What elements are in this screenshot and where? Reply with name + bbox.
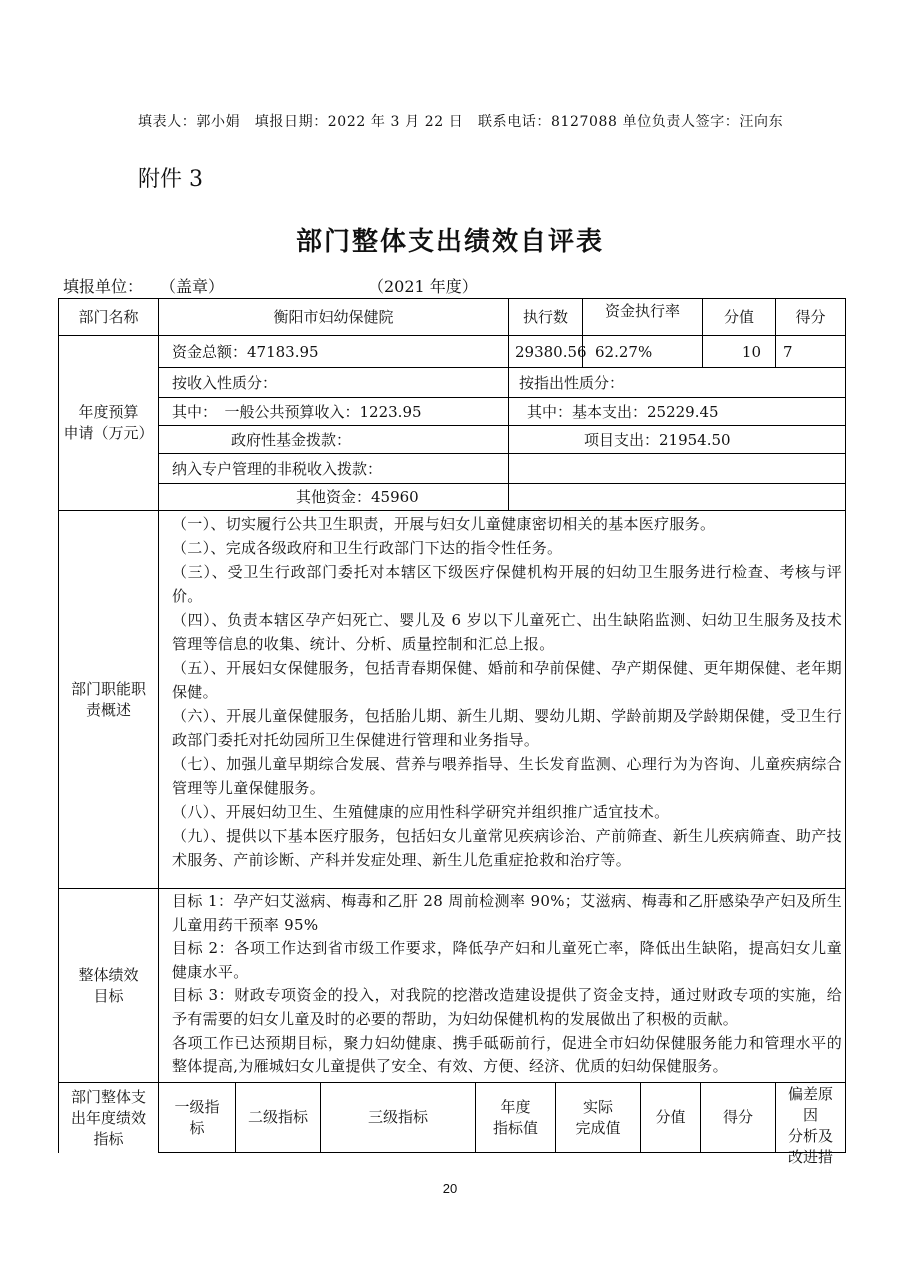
execution-rate-label: 资金执行率 — [582, 298, 703, 336]
dept-name-value: 衡阳市妇幼保健院 — [158, 298, 509, 336]
budget-label-line: 年度预算 — [78, 403, 139, 421]
nontax-income: 纳入专户管理的非税收入拨款： — [158, 453, 509, 484]
indicators-label-line: 出年度绩效 — [70, 1108, 146, 1127]
got-score-label: 得分 — [775, 298, 846, 336]
goal-item: 目标 2：各项工作达到省市级工作要求，降低孕产妇和儿童死亡率，降低出生缺陷，提高妇女儿童健康水平。 — [172, 939, 842, 981]
duties-label-line: 部门职能职 — [70, 679, 146, 698]
header-line: 完成值 — [575, 1118, 621, 1137]
executed-value: 29380.56 — [508, 335, 583, 368]
header-line: 一级指 — [174, 1097, 220, 1116]
attachment-label: 附件 3 — [138, 167, 203, 192]
page-title: 部门整体支出绩效自评表 — [295, 227, 604, 257]
general-budget-income: 其中： 一般公共预算收入：1223.95 — [158, 397, 509, 426]
goal-item: 目标 1：孕产妇艾滋病、梅毒和乙肝 28 周前检测率 90%；艾滋病、梅毒和乙肝感染孕产妇及所生儿童用药干预率 95% — [172, 892, 842, 934]
government-fund: 政府性基金拨款： — [158, 425, 509, 454]
header-line: 偏差原 — [787, 1085, 833, 1103]
header-line: 分值 — [655, 1108, 686, 1126]
header-line: 指标值 — [492, 1118, 538, 1137]
duty-item: （七）、加强儿童早期综合发展、营养与喂养指导、生长发育监测、心理行为为咨询、儿童疾病综合管理等儿童保健服务。 — [172, 755, 842, 797]
expense-nature-label: 按指出性质分： — [508, 367, 846, 398]
goals-section-label — [58, 888, 159, 1083]
executed-label: 执行数 — [508, 298, 583, 336]
duty-item: （四）、负责本辖区孕产妇死亡、婴儿及 6 岁以下儿童死亡、出生缺陷监测、妇幼卫生服务及技术管理等信息的收集、统计、分析、质量控制和汇总上报。 — [172, 611, 842, 653]
header-line: 实际 — [582, 1097, 613, 1116]
col-annual-target — [475, 1082, 556, 1153]
budget-label-line: 申请（万元） — [63, 424, 154, 442]
duty-item: （五）、开展妇女保健服务，包括青春期保健、婚前和孕前保健、孕产期保健、更年期保健、老年期保健。 — [172, 659, 842, 701]
page-number: 20 — [442, 1181, 458, 1196]
indicators-section-label — [58, 1082, 159, 1153]
income-nature-label: 按收入性质分： — [158, 367, 509, 398]
other-funds: 其他资金：45960 — [158, 483, 509, 511]
goals-label-line: 整体绩效 — [78, 965, 139, 984]
year-label: （2021 年度） — [368, 277, 478, 296]
fill-unit-label: 填报单位： — [63, 277, 144, 296]
project-expense: 项目支出：21954.50 — [508, 425, 846, 454]
goals-content — [158, 888, 846, 1083]
duty-item: （八）、开展妇幼卫生、生殖健康的应用性科学研究并组织推广适宜技术。 — [172, 803, 670, 821]
col-deviation-analysis — [775, 1082, 846, 1166]
col-level1-indicator — [158, 1082, 236, 1153]
duty-item: （二）、完成各级政府和卫生行政部门下达的指令性任务。 — [172, 539, 563, 557]
indicators-label-line: 指标 — [93, 1129, 124, 1148]
header-line: 改进措 — [787, 1148, 833, 1166]
duty-item: （九）、提供以下基本医疗服务，包括妇女儿童常见疾病诊治、产前筛查、新生儿疾病筛查、助产技术服务、产前诊断、产科并发症处理、新生儿危重症抢救和治疗等。 — [172, 827, 842, 869]
goal-item: 目标 3：财政专项资金的投入，对我院的挖潜改造建设提供了资金支持，通过财政专项的实施，给予有需要的妇女儿童及时的必要的帮助，为妇幼保健机构的发展做出了积极的贡献。 — [172, 986, 842, 1028]
header-line: 得分 — [722, 1108, 753, 1126]
basic-expense: 其中：基本支出：25229.45 — [508, 397, 846, 426]
col-score — [640, 1082, 701, 1153]
goal-item: 各项工作已达预期目标，聚力妇幼健康、携手砥砺前行，促进全市妇幼保健服务能力和管理水平的整体提高,为雁城妇女儿童提供了安全、有效、方便、经济、优质的妇幼保健服务。 — [172, 1033, 842, 1076]
form-filler-info: 填表人：郭小娟 填报日期：2022 年 3 月 22 日 联系电话：8127088 单位负责人签字：汪向东 — [138, 114, 784, 130]
execution-rate-value: 62.27% — [582, 335, 703, 368]
got-score-value: 7 — [775, 335, 846, 368]
col-level3-indicator — [320, 1082, 476, 1153]
duties-label-line: 责概述 — [85, 700, 131, 719]
duties-section-label — [58, 510, 159, 889]
header-line: 分析及 — [787, 1127, 833, 1145]
score-value: 10 — [702, 335, 776, 368]
duty-item: （一）、切实履行公共卫生职责，开展与妇女儿童健康密切相关的基本医疗服务。 — [172, 515, 716, 533]
col-actual-value — [555, 1082, 641, 1153]
dept-name-label: 部门名称 — [58, 298, 159, 336]
indicators-label-line: 部门整体支 — [70, 1087, 146, 1106]
col-level2-indicator — [235, 1082, 321, 1153]
duty-item: （三）、受卫生行政部门委托对本辖区下级医疗保健机构开展的妇幼卫生服务进行检查、考核与评价。 — [172, 563, 842, 605]
header-line: 年度 — [500, 1097, 531, 1116]
header-line: 因 — [802, 1106, 818, 1124]
header-line: 二级指标 — [247, 1108, 308, 1126]
budget-section-label — [58, 335, 159, 511]
total-funds: 资金总额：47183.95 — [158, 335, 509, 368]
goals-label-line: 目标 — [93, 986, 124, 1005]
empty-cell — [508, 483, 846, 511]
seal-label: （盖章） — [160, 277, 225, 296]
header-line: 标 — [189, 1118, 205, 1137]
header-line: 三级指标 — [367, 1108, 428, 1126]
col-got-score — [700, 1082, 776, 1153]
empty-cell — [508, 453, 846, 484]
duty-item: （六）、开展儿童保健服务，包括胎儿期、新生儿期、婴幼儿期、学龄前期及学龄期保健，受卫生行政部门委托对托幼园所卫生保健进行管理和业务指导。 — [172, 707, 842, 749]
score-label: 分值 — [702, 298, 776, 336]
duties-content — [158, 510, 846, 889]
